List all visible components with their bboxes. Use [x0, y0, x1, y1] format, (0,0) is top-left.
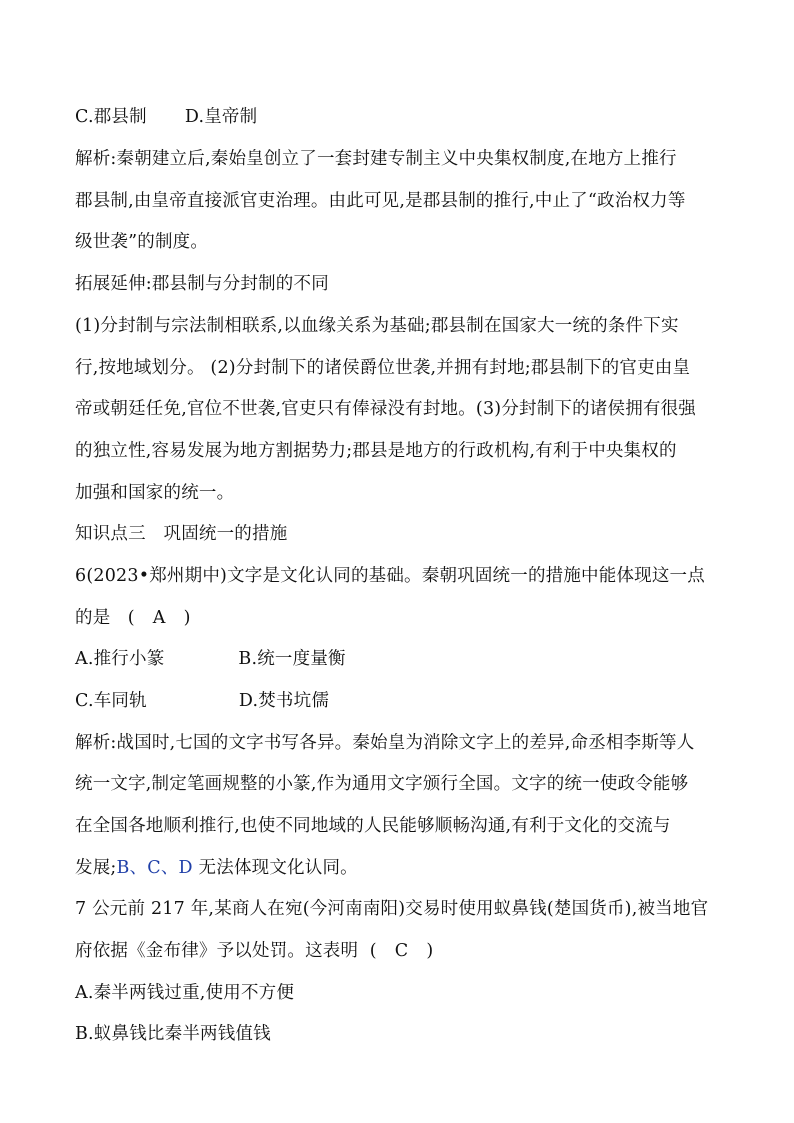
extension-heading: 拓展延伸:郡县制与分封制的不同	[75, 274, 329, 294]
analysis-6-suffix: 无法体现文化认同。	[192, 858, 358, 878]
question-6-stem-end: 的是	[75, 608, 111, 628]
analysis-line-3: 级世袭”的制度。	[75, 232, 209, 252]
question-7-line-2	[75, 939, 433, 963]
question-7-stem-end: 府依据《金布律》予以处罚。这表明	[75, 941, 359, 961]
analysis-6-options: B、C、D	[116, 858, 193, 878]
option-row-a-b	[75, 647, 346, 671]
option-d: D.焚书坑儒	[238, 691, 330, 711]
question-7-line-1	[75, 897, 708, 921]
question-6-line-2	[75, 606, 191, 630]
question-7-answer: C	[394, 941, 409, 961]
section-heading: 知识点三 巩固统一的措施	[75, 524, 288, 544]
analysis-6-line-2: 统一文字,制定笔画规整的小篆,作为通用文字颁行全国。文字的统一使政令能够	[75, 774, 689, 794]
option-row-c-d-2	[75, 689, 329, 713]
extension-line-4: 的独立性,容易发展为地方割据势力;郡县是地方的行政机构,有利于中央集权的	[75, 441, 677, 461]
extension-line-2: 行,按地域划分。 (2)分封制下的诸侯爵位世袭,并拥有封地;郡县制下的官吏由皇	[75, 358, 691, 378]
analysis-6-line-3: 在全国各地顺利推行,也使不同地域的人民能够顺畅沟通,有利于文化的交流与	[75, 816, 671, 836]
extension-line-1: (1)分封制与宗法制相联系,以血缘关系为基础;郡县制在国家大一统的条件下实	[75, 316, 679, 336]
analysis-line-1: 解析:秦朝建立后,秦始皇创立了一套封建专制主义中央集权制度,在地方上推行	[75, 149, 677, 169]
extension-line-3: 帝或朝廷任免,官位不世袭,官吏只有俸禄没有封地。(3)分封制下的诸侯拥有很强	[75, 399, 697, 419]
analysis-6-line-1: 解析:战国时,七国的文字书写各异。秦始皇为消除文字上的差异,命丞相李斯等人	[75, 733, 695, 753]
option-c: C.郡县制	[75, 107, 147, 127]
question-7-number: 7	[75, 899, 87, 919]
option-c: C.车同轨	[75, 691, 147, 711]
option-d: D.皇帝制	[184, 107, 258, 127]
question-7-stem: 公元前 217 年,某商人在宛(今河南南阳)交易时使用蚁鼻钱(楚国货币),被当地官	[86, 899, 709, 919]
answer-close-paren: )	[426, 941, 434, 961]
answer-close-paren: )	[183, 608, 191, 628]
analysis-line-2: 郡县制,由皇帝直接派官吏治理。由此可见,是郡县制的推行,中止了“政治权力等	[75, 191, 686, 211]
question-7-option-a: A.秦半两钱过重,使用不方便	[75, 983, 295, 1003]
analysis-6-line-4	[75, 856, 358, 880]
option-b: B.统一度量衡	[238, 649, 346, 669]
analysis-6-prefix: 发展;	[75, 858, 117, 878]
answer-open-paren: (	[369, 941, 377, 961]
extension-line-5: 加强和国家的统一。	[75, 483, 235, 503]
question-6-line-1: 6(2023•郑州期中)文字是文化认同的基础。秦朝巩固统一的措施中能体现这一点	[75, 566, 705, 586]
question-6-answer: A	[152, 608, 166, 628]
option-row-c-d	[75, 105, 257, 129]
option-a: A.推行小篆	[75, 649, 165, 669]
answer-open-paren: (	[127, 608, 135, 628]
question-7-option-b: B.蚁鼻钱比秦半两钱值钱	[75, 1024, 271, 1044]
